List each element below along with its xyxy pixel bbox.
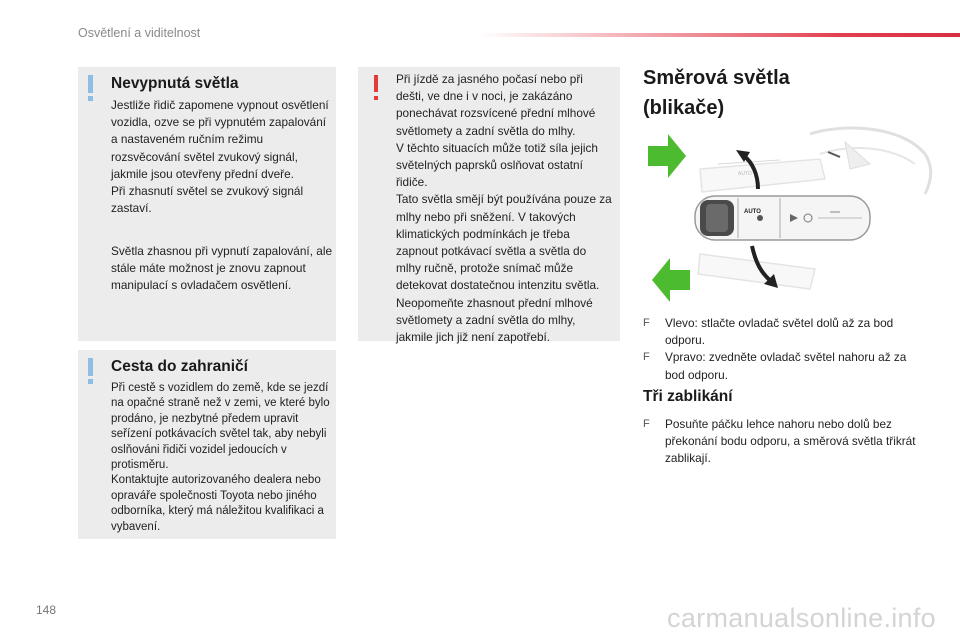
travel-abroad-box <box>78 350 336 539</box>
paragraph: Při cestě s vozidlem do země, kde se jezdí na opačné straně než v zemi, ve které bylo prodáno, je nezbytné předem upravit seřízení potkávacích světel tak, aby nebyli oslňováni řidiči vozidel jedoucích v protisměru. <box>111 382 330 472</box>
box-text <box>111 97 333 217</box>
bullet-icon: F <box>643 418 650 430</box>
turn-signal-illustration <box>640 124 940 319</box>
arrow-left-icon <box>652 258 690 302</box>
list-item-text: Vpravo: zvedněte ovladač světel nahoru až za bod odporu. <box>665 350 907 382</box>
three-flashes-instructions <box>643 416 918 468</box>
paragraph: Při zhasnutí světel se zvukový signál zastaví. <box>111 184 304 216</box>
section-title: Směrová světla (blikače) <box>643 67 790 119</box>
list-item-text: Vlevo: stlačte ovladač světel dolů až za bod odporu. <box>665 316 894 348</box>
box-text <box>111 381 333 535</box>
turn-signal-instructions <box>643 315 918 384</box>
warning-icon <box>374 75 378 92</box>
list-item <box>643 349 918 383</box>
bullet-icon: F <box>643 351 650 364</box>
paragraph: Neopomeňte zhasnout přední mlhové světlomety a zadní světla do mlhy, jakmile jich již není zapotřebí. <box>396 295 593 345</box>
box-title: Nevypnutá světla <box>111 75 239 92</box>
bullet-icon: F <box>643 317 650 329</box>
auto-label: AUTO <box>744 209 761 215</box>
light-switch-lever <box>695 196 870 240</box>
box-title: Cesta do zahraničí <box>111 358 248 375</box>
lights-left-on-box <box>78 67 336 341</box>
running-header: Osvětlení a viditelnost <box>78 26 201 40</box>
paragraph: Jestliže řidič zapomene vypnout osvětlení vozidla, ozve se při vypnutém zapalování a nastaveném ručním režimu rozsvěcování světel zvukový signál, jakmile jsou otevřeny přední dveře. <box>111 98 329 181</box>
paragraph: Světla zhasnou při vypnutí zapalování, ale stále máte možnost je znovu zapnout manipulací s ovladačem osvětlení. <box>111 244 333 293</box>
paragraph: Tato světla smějí být používána pouze za mlhy nebo při sněžení. V takových klimatických podmínkách je třeba zapnout potkávací světla a světla do mlhy ručně, protože snímač může detekovat dostatečnou intenzitu světla. <box>396 192 612 293</box>
lever-up-ghost <box>700 159 825 192</box>
steering-wheel-icon <box>810 128 931 194</box>
subsection-title: Tři zablikání <box>643 388 733 405</box>
list-item <box>643 315 918 349</box>
page-number: 148 <box>36 603 57 617</box>
watermark: carmanualsonline.info <box>667 603 936 633</box>
lever-diagram <box>640 124 940 319</box>
box-text <box>111 243 333 295</box>
paragraph: Při jízdě za jasného počasí nebo při dešti, ve dne i v noci, je zakázáno ponechávat rozsvícené přední mlhové světlomety a zadní světla do mlhy. <box>396 72 596 138</box>
header-rule <box>480 33 960 37</box>
list-item <box>643 416 918 468</box>
arrow-right-icon <box>648 134 686 178</box>
auto-label-ghost: AUTO <box>738 171 752 177</box>
paragraph: V těchto situacích může totiž síla jejich světelných paprsků oslňovat ostatní řidiče. <box>396 140 598 190</box>
info-icon <box>88 358 93 376</box>
list-item-text: Posuňte páčku lehce nahoru nebo dolů bez překonání bodu odporu, a směrová světla třikrát zablikají. <box>665 417 916 466</box>
info-icon <box>88 75 93 93</box>
paragraph: Kontaktujte autorizovaného dealera nebo opraváře společnosti Toyota nebo jiného odborníka, který má náležitou kvalifikaci a vybavení. <box>111 474 324 533</box>
fog-lights-warning-box <box>358 67 620 345</box>
box-text <box>396 71 612 346</box>
